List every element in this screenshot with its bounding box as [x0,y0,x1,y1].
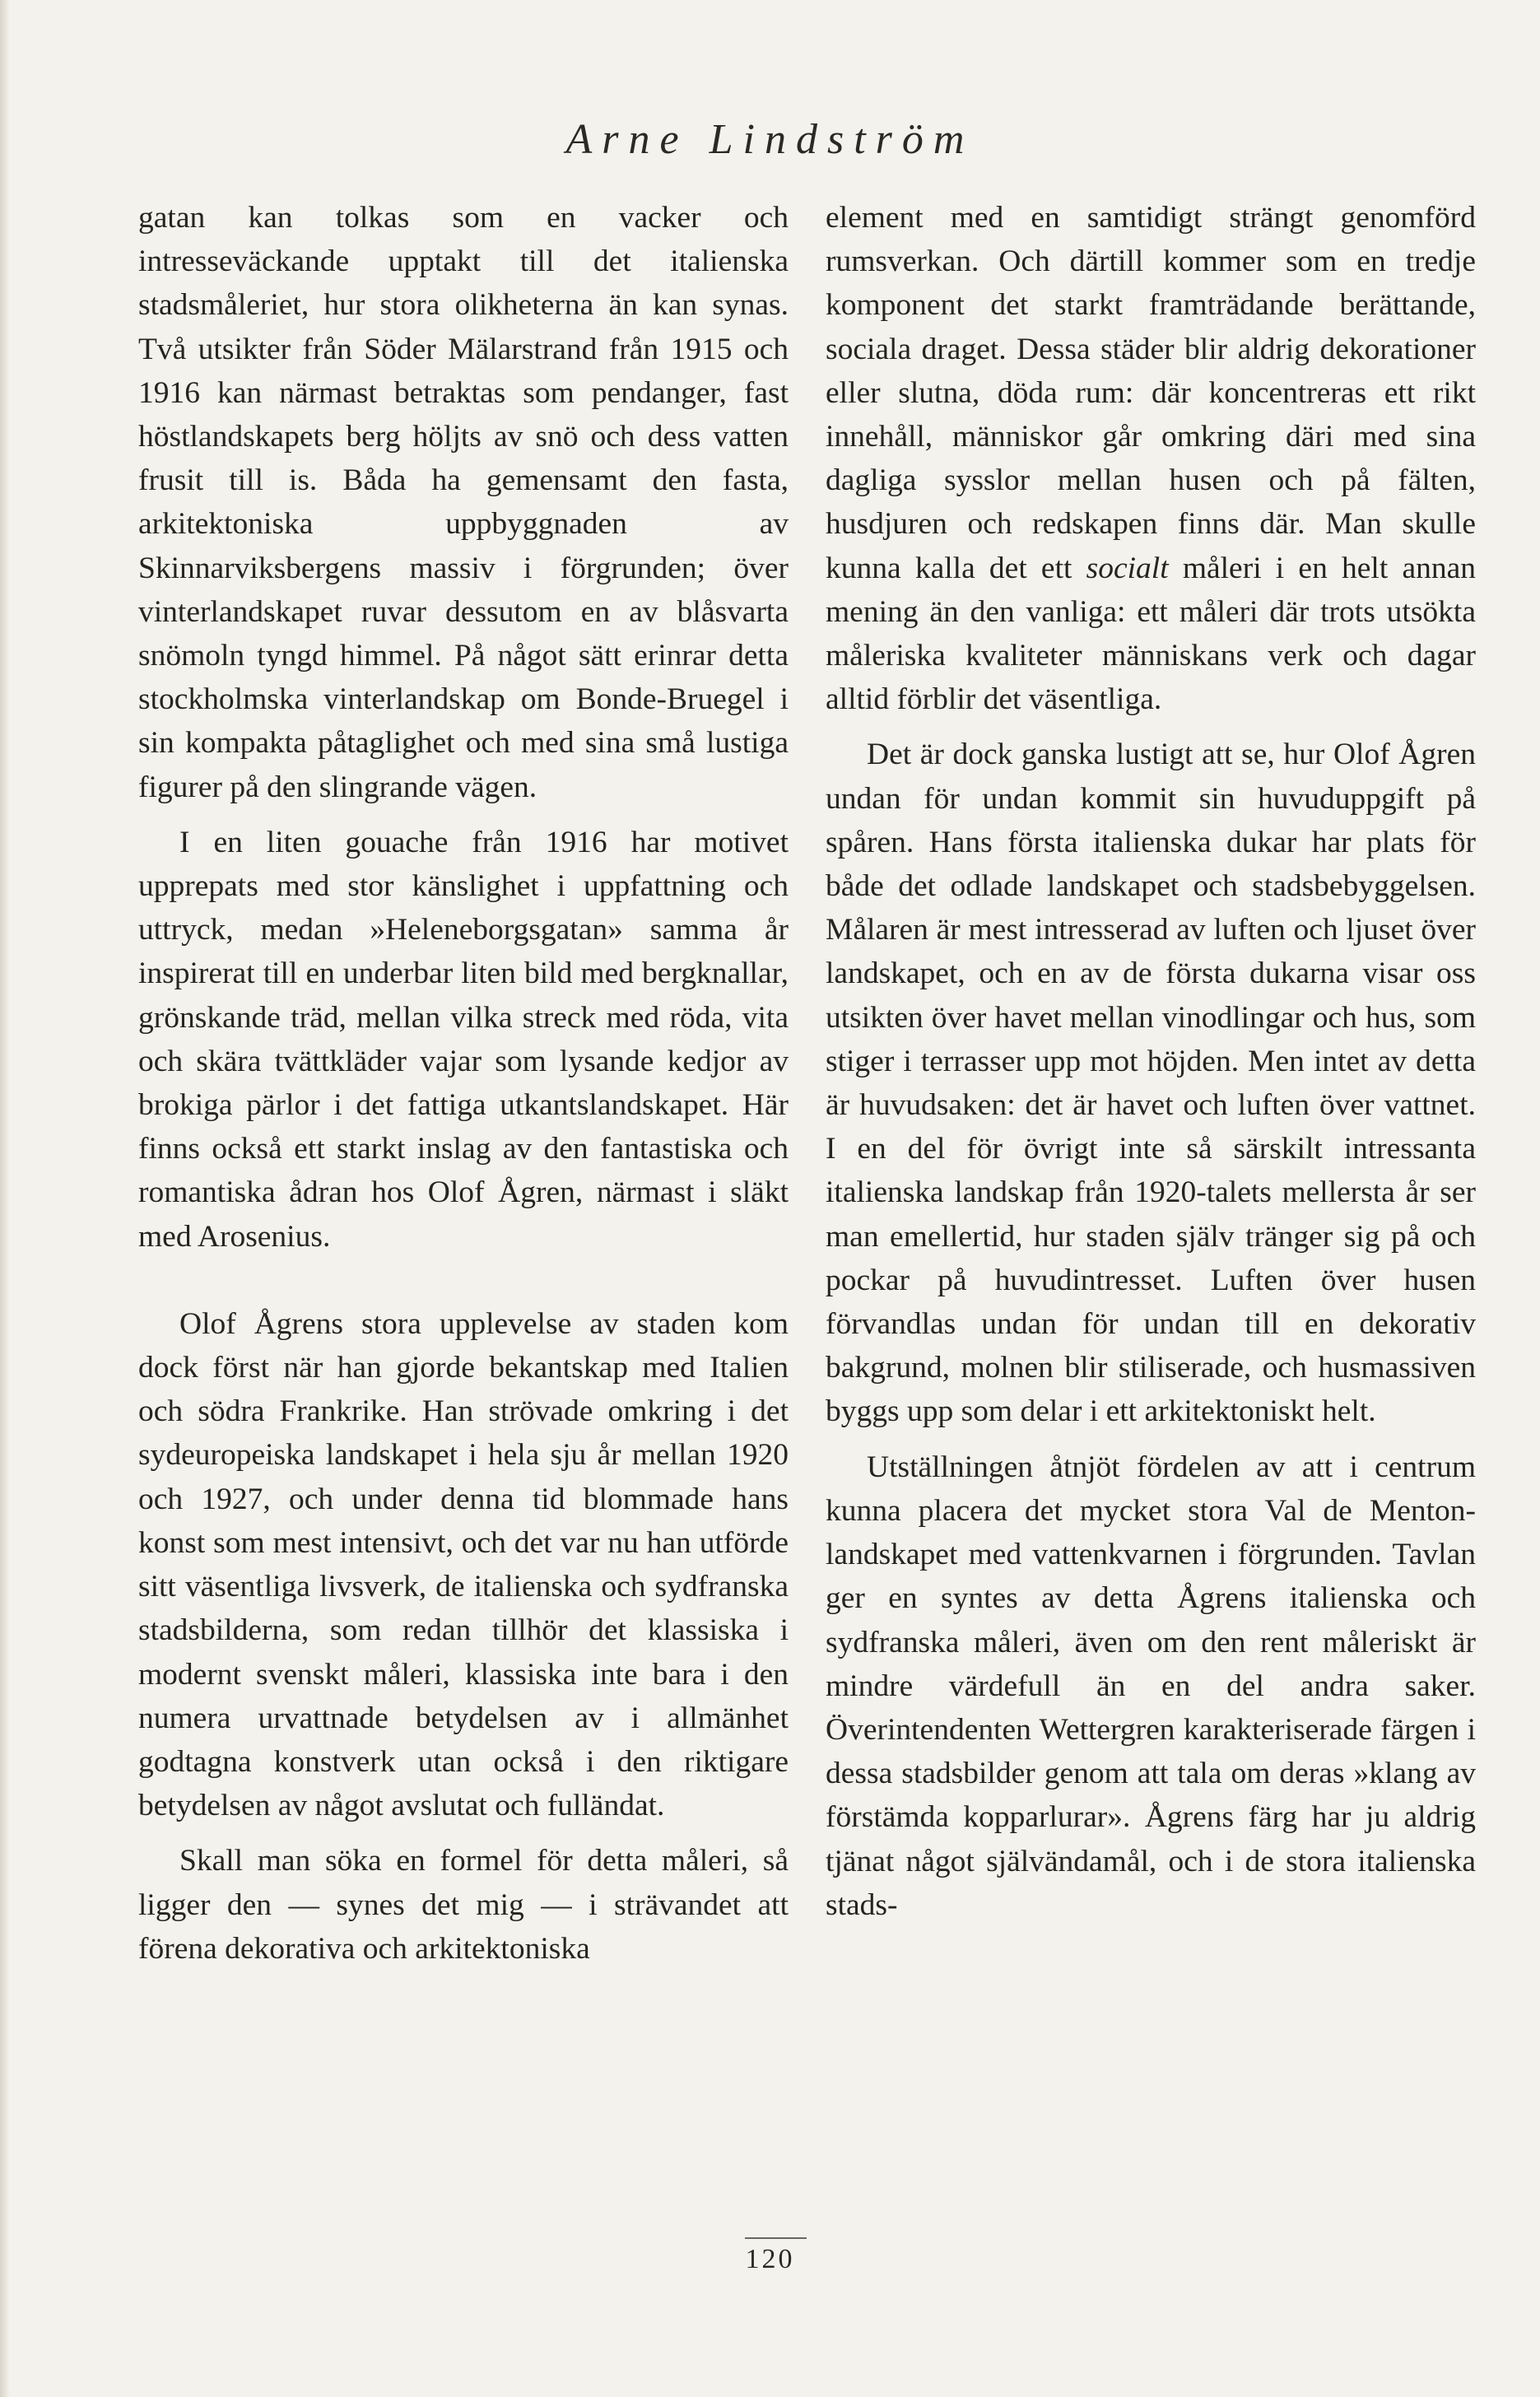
paragraph [826,196,1476,721]
running-head-author: Arne Lindström [565,116,975,163]
paragraph: Utställningen åtnjöt fördelen av att i centrum kunna placera det mycket stora Val de Menton-landskapet med vattenkvarnen i förgrunden. Tavlan ger en syntes av detta Ågrens italienska och sydfranska måleri, även om den rent måleriskt är mindre värdefull än en del andra saker. Överintendenten Wettergren karakteriserade färgen i dessa stadsbilder genom att tala om deras »klang av förstämda kopparlurar». Ågrens färg har ju aldrig tjänat något självändamål, och i de stora italienska stads- [826,1450,1476,1922]
paragraph: Olof Ågrens stora upplevelse av staden kom dock först när han gjorde bekantskap med Italien och södra Frankrike. Han strövade omkring i det sydeuropeiska landskapet i hela sju år mellan 1920 och 1927, och under denna tid blommade hans konst som mest intensivt, och det var nu han utförde sitt väsentliga livsverk, de italienska och sydfranska stadsbilderna, som redan tillhör det klassiska i modernt svenskt måleri, klassiska inte bara i den numera urvattnade betydelsen av i allmänhet godtagna konstverk utan också i den riktigare betydelsen av något avslutat och fulländat. [138,1306,789,1823]
paragraph: gatan kan tolkas som en vacker och intresseväckande upptakt till det italienska stadsmåleriet, hur stora olikheterna än kan synas. Två utsikter från Söder Mälarstrand från 1915 och 1916 kan närmast betraktas som pendanger, fast höstlandskapets berg höljts av snö och dess vatten frusit till is. Båda ha gemensamt den fasta, arkitektoniska uppbyggnaden av Skinnarviksbergens massiv i förgrunden; över vinterlandskapet ruvar dessutom en av blåsvarta snömoln tyngd himmel. På något sätt erinrar detta stockholmska vinterlandskap om Bonde-Bruegel i sin kompakta påtaglighet och med sina små lustiga figurer på den slingrande vägen. [138,201,789,804]
paragraph: Det är dock ganska lustigt att se, hur Olof Ågren undan för undan kommit sin huvuduppgift på spåren. Hans första italienska dukar har plats för både det odlade landskapet och stadsbebyggelsen. Målaren är mest intresserad av luften och ljuset över landskapet, och en av de första dukarna visar oss utsikten över havet mellan vinodlingar och hus, som stiger i terrasser upp mot höjden. Men intet av detta är huvudsaken: det är havet och luften över vattnet. I en del för övrigt inte så särskilt intressanta italienska landskap från 1920-talets mellersta år ser man emellertid, hur staden själv tränger sig på och pockar på huvudintresset. Luften över husen förvandlas undan för undan till en dekorativ bakgrund, molnen blir stiliserade, och husmassiven byggs upp som delar i ett arkitektoniskt helt. [826,738,1476,1429]
page-edge-shadow [0,0,10,2397]
emphasized-word: socialt [1086,551,1169,585]
paragraph-text: måleri i en helt annan mening än den vanliga: ett måleri där trots utsökta måleriska kvaliteter människans verk och dagar alltid förblir det väsentliga. [826,551,1476,717]
paragraph: Skall man söka en formel för detta måleri, så ligger den — synes det mig — i strävandet att förena dekorativa och arkitektoniska [138,1844,789,1966]
left-column [138,196,789,1971]
page-number: 120 [745,2244,795,2274]
right-column [826,196,1476,1927]
page-number-rule [745,2237,807,2239]
paragraph: I en liten gouache från 1916 har motivet upprepats med stor känslighet i uppfattning och uttryck, medan »Heleneborgsgatan» samma år inspirerat till en underbar liten bild med bergknallar, grönskande träd, mellan vilka streck med röda, vita och skära tvättkläder vajar som lysande kedjor av brokiga pärlor i det fattiga utkantslandskapet. Här finns också ett starkt inslag av den fantastiska och romantiska ådran hos Olof Ågren, närmast i släkt med Arosenius. [138,825,789,1254]
paragraph-text: element med en samtidigt strängt genomförd rumsverkan. Och därtill kommer som en tredje komponent det starkt framträdande berättande, sociala draget. Dessa städer blir aldrig dekorationer eller slutna, döda rum: där koncentreras ett rikt innehåll, människor går omkring däri med sina dagliga sysslor mellan husen och på fälten, husdjuren och redskapen finns där. Man skulle kunna kalla det ett [826,201,1476,585]
